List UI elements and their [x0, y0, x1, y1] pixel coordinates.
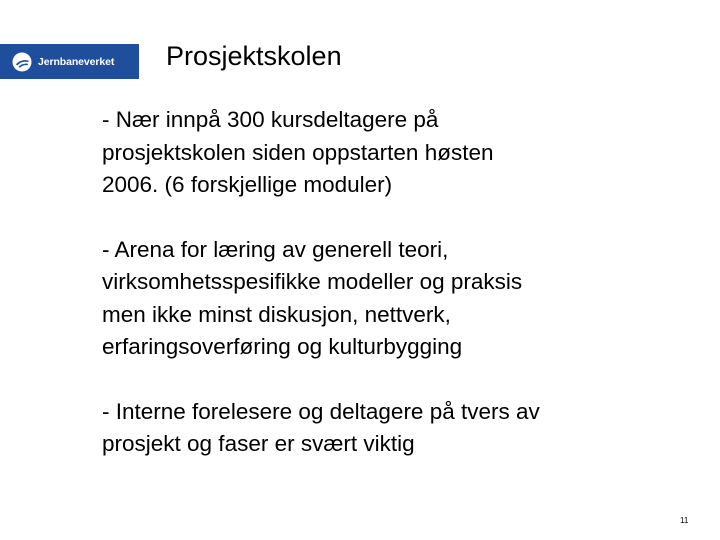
jernbaneverket-logo-mark-icon [12, 52, 32, 72]
bullet-item: - Arena for læring av generell teori, virksomhetsspesifikke modeller og praksis men ikke minst diskusjon, nettverk, erfaringsoverføring og kulturbygging [102, 236, 523, 359]
logo-text: Jernbaneverket [38, 55, 115, 68]
slide-title: Prosjektskolen [166, 41, 342, 71]
bullet-list [102, 104, 682, 493]
bullet-item: - Nær innpå 300 kursdeltagere på prosjektskolen siden oppstarten høsten 2006. (6 forskjellige moduler) [102, 107, 494, 197]
bullet-item: - Interne forelesere og deltagere på tvers av prosjekt og faser er svært viktig [102, 398, 540, 456]
page-number: 11 [680, 516, 689, 525]
jernbaneverket-logo [0, 44, 139, 79]
